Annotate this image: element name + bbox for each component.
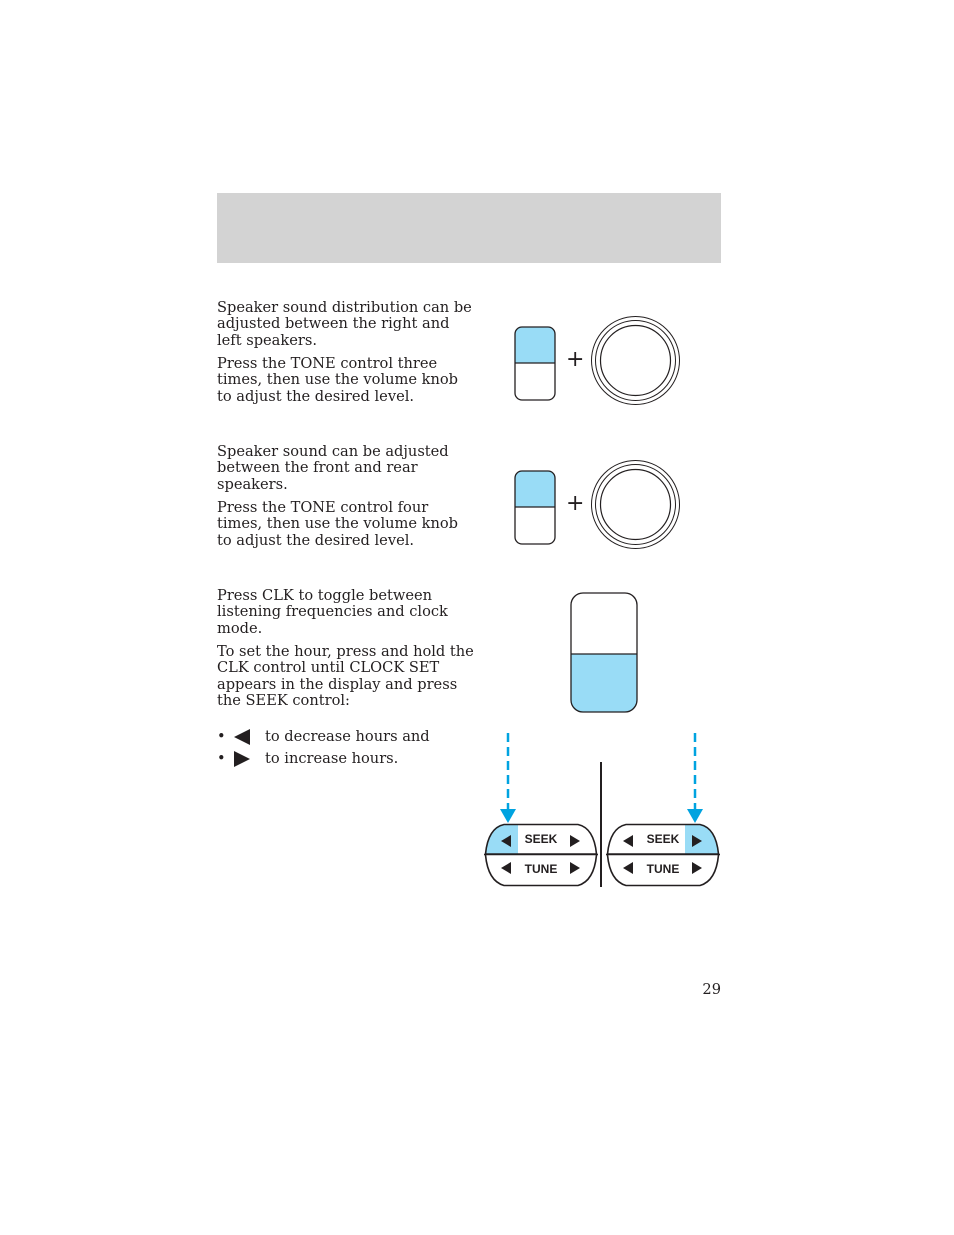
plus-sign: + (566, 347, 585, 372)
tune-left-icon (623, 862, 633, 874)
seek-right-icon (570, 835, 580, 847)
bullet-decrease-hours (217, 729, 430, 745)
clock-instructions: To set the hour, press and hold the CLK control until CLOCK SET appears in the display and press the SEEK control: (217, 643, 474, 709)
seek-left-icon (623, 835, 633, 847)
volume-knob-illustration-1 (590, 315, 681, 406)
fade-description: Speaker sound can be adjusted between the front and rear speakers. (217, 443, 449, 493)
fade-instructions: Press the TONE control four times, then use the volume knob to adjust the desired level. (217, 499, 458, 549)
right-dashed-arrow (685, 733, 705, 825)
clk-button-illustration (570, 592, 638, 714)
balance-instructions: Press the TONE control three times, then use the volume knob to adjust the desired level. (217, 355, 458, 405)
seek-label: SEEK (524, 832, 558, 846)
bullet-text: to decrease hours and (265, 728, 430, 745)
volume-knob-illustration-2 (590, 459, 681, 550)
tone-button-illustration-1 (514, 326, 557, 401)
tune-label: TUNE (524, 862, 558, 876)
plus-sign: + (566, 491, 585, 516)
section-header-band (217, 193, 721, 263)
seek-tune-control-left (484, 823, 598, 889)
balance-description: Speaker sound distribution can be adjusted between the right and left speakers. (217, 299, 472, 349)
bullet-marker: • (217, 728, 226, 745)
tune-right-icon (692, 862, 702, 874)
tune-right-icon (570, 862, 580, 874)
tone-button-illustration-2 (514, 470, 557, 545)
seek-label: SEEK (646, 832, 680, 846)
bullet-increase-hours (217, 751, 398, 767)
right-triangle-icon (233, 751, 265, 767)
left-dashed-arrow (498, 733, 518, 825)
bullet-text: to increase hours. (265, 750, 399, 767)
page-number: 29 (702, 981, 721, 998)
clock-description: Press CLK to toggle between listening frequencies and clock mode. (217, 587, 448, 637)
bullet-marker: • (217, 750, 226, 767)
tune-left-icon (501, 862, 511, 874)
illustration-divider (600, 762, 602, 887)
tune-label: TUNE (646, 862, 680, 876)
seek-tune-control-right (606, 823, 720, 889)
left-triangle-icon (233, 729, 265, 745)
